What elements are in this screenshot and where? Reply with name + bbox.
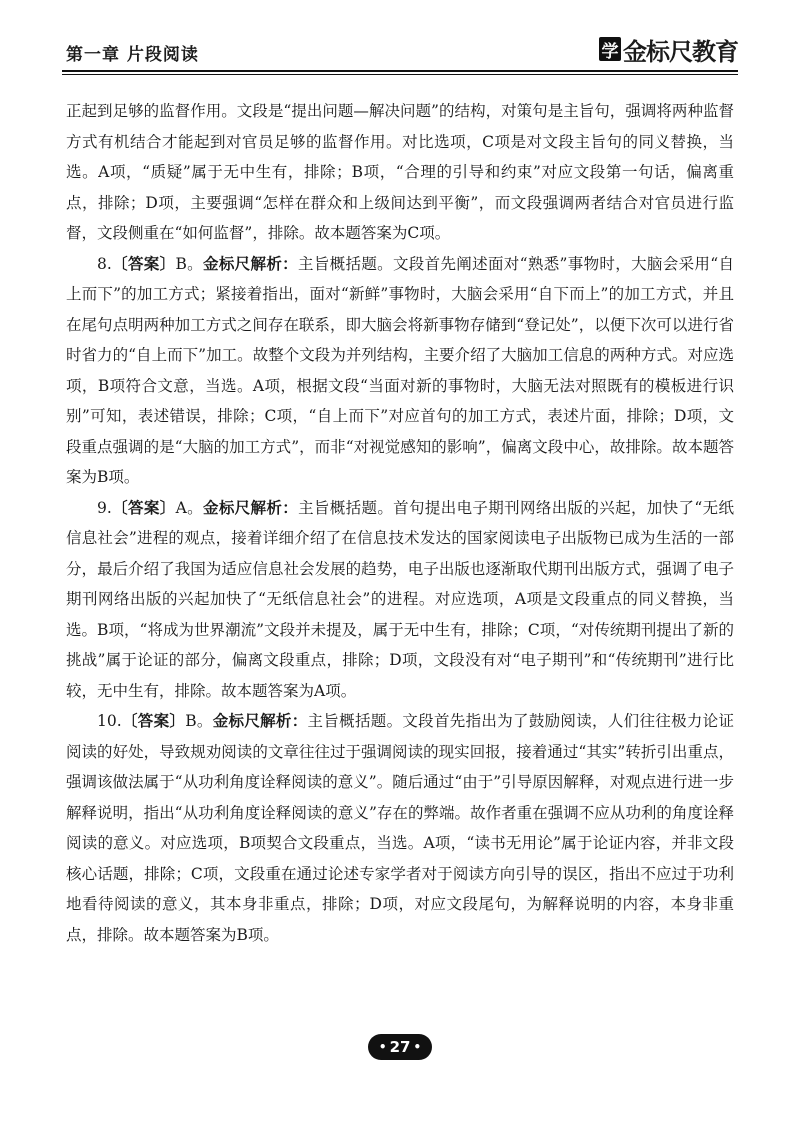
- continuation-paragraph: 正起到足够的监督作用。文段是“提出问题—解决问题”的结构，对策句是主旨句，强调将两种监督方式有机结合才能起到对官员足够的监督作用。对比选项，C项是对文段主旨句的同义替换，当选。A项，“质疑”属于无中生有，排除；B项，“合理的引导和约束”对应文段第一句话，偏离重点，排除；D项，主要强调“怎样在群众和上级间达到平衡”，而文段强调两者结合对官员进行监督，文段侧重在“如何监督”，排除。故本题答案为C项。: [66, 102, 734, 242]
- answer-label: 〔答案〕: [121, 712, 186, 730]
- page-header: [62, 30, 738, 72]
- dot-icon: •: [378, 1040, 387, 1054]
- item-number: 10.: [97, 712, 122, 730]
- chapter-title: 第一章 片段阅读: [66, 45, 199, 65]
- answer-value: B。: [185, 712, 213, 730]
- page-number: 27: [389, 1038, 411, 1056]
- item-number: 8.: [97, 254, 112, 273]
- answer-item-9: [66, 493, 734, 707]
- answer-label: 〔答案〕: [111, 254, 176, 273]
- analysis-label: 金标尺解析：: [212, 712, 308, 730]
- item-number: 9.: [97, 498, 112, 517]
- answer-item-8: [66, 249, 734, 493]
- header-divider: [62, 70, 738, 72]
- page-body: [66, 96, 734, 950]
- answer-value: B。: [175, 254, 204, 273]
- analysis-label: 金标尺解析：: [203, 254, 298, 273]
- analysis-text: 主旨概括题。首句提出电子期刊网络出版的兴起，加快了“无纸信息社会”进程的观点，接着详细介绍了在信息技术发达的国家阅读电子出版物已成为生活的一部分，最后介绍了我国为适应信息社会发展的趋势，电子出版也逐渐取代期刊出版方式，强调了电子期刊网络出版的兴起加快了“无纸信息社会”的进程。对应选项，A项是文段重点的同义替换，当选。B项，“将成为世界潮流”文段并未提及，属于无中生有，排除；C项，“对传统期刊提出了新的挑战”属于论证的部分，偏离文段重点，排除；D项，文段没有对“电子期刊”和“传统期刊”进行比较，无中生有，排除。故本题答案为A项。: [66, 498, 734, 700]
- answer-item-10: [66, 706, 734, 950]
- answer-value: A。: [175, 498, 203, 517]
- logo-text: 金标尺教育: [623, 37, 738, 66]
- dot-icon: •: [413, 1040, 422, 1054]
- analysis-label: 金标尺解析：: [202, 498, 299, 517]
- header-divider-thin: [62, 74, 738, 75]
- answer-label: 〔答案〕: [111, 498, 176, 517]
- analysis-text: 主旨概括题。文段首先阐述面对“熟悉”事物时，大脑会采用“自上而下”的加工方式；紧接着指出，面对“新鲜”事物时，大脑会采用“自下而上”的加工方式，并且在尾句点明两种加工方式之间存在联系，即大脑会将新事物存储到“登记处”，以便下次可以进行省时省力的“自上而下”加工。故整个文段为并列结构，主要介绍了大脑加工信息的两种方式。对应选项，B项符合文意，当选。A项，根据文段“当面对新的事物时，大脑无法对照既有的模板进行识别”可知，表述错误，排除；C项，“自上而下”对应首句的加工方式，表述片面，排除；D项，文段重点强调的是“大脑的加工方式”，而非“对视觉感知的影响”，偏离文段中心，故排除。故本题答案为B项。: [66, 254, 734, 486]
- page-number-badge: [368, 1034, 432, 1060]
- logo-mark-icon: 学: [599, 37, 621, 61]
- analysis-text: 主旨概括题。文段首先指出为了鼓励阅读，人们往往极力论证阅读的好处，导致规劝阅读的文章往往过于强调阅读的现实回报，接着通过“其实”转折引出重点，强调该做法属于“从功利角度诠释阅读的意义”。随后通过“由于”引导原因解释，对观点进行进一步解释说明，指出“从功利角度诠释阅读的意义”存在的弊端。故作者重在强调不应从功利的角度诠释阅读的意义。对应选项，B项契合文段重点，当选。A项，“读书无用论”属于论证内容，并非文段核心话题，排除；C项，文段重在通过论述专家学者对于阅读方向引导的误区，指出不应过于功利地看待阅读的意义，其本身非重点，排除；D项，对应文段尾句，为解释说明的内容，本身非重点，排除。故本题答案为B项。: [66, 712, 734, 944]
- brand-logo: [599, 34, 738, 64]
